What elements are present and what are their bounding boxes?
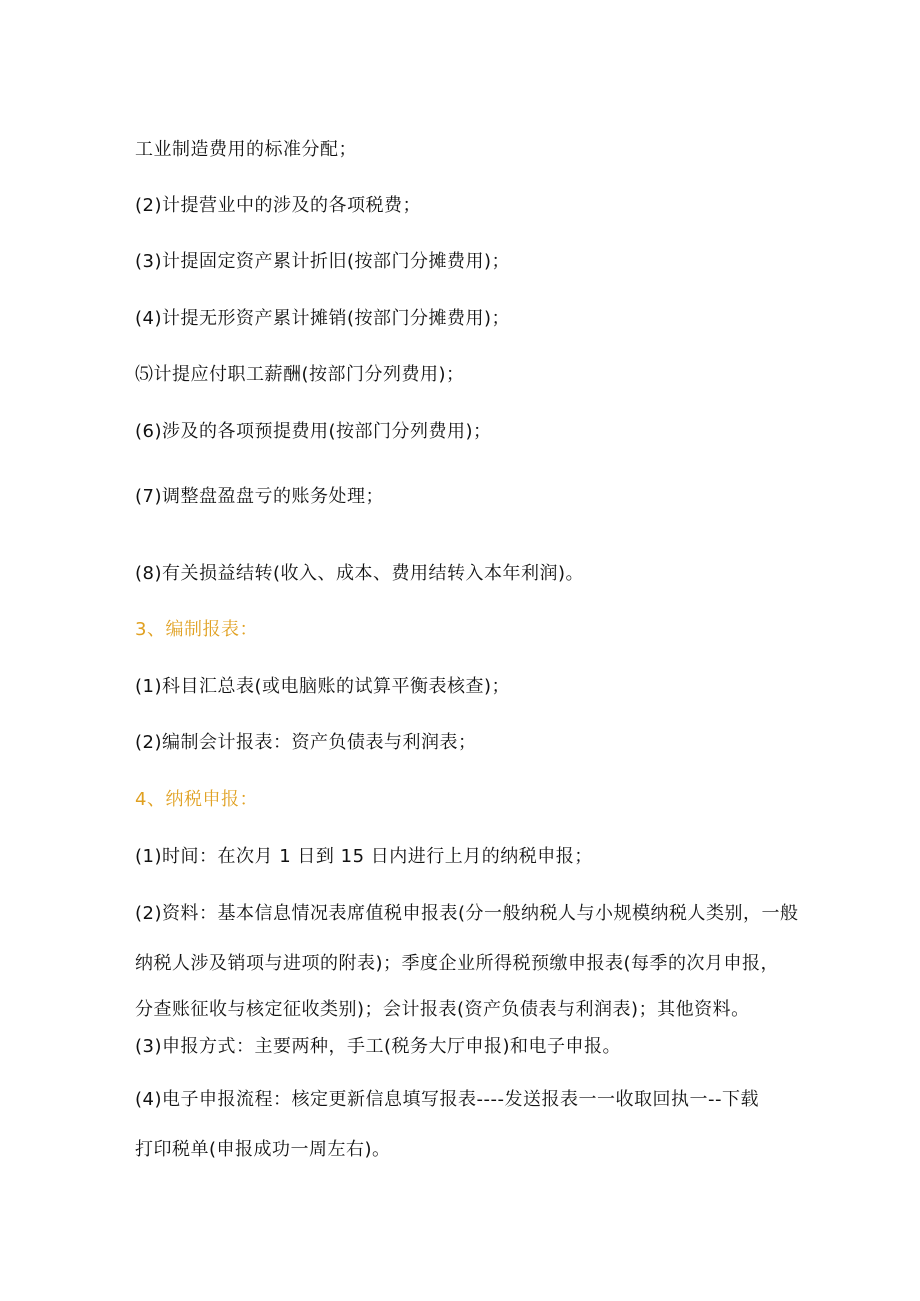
text-line: 分查账征收与核定征收类别)；会计报表(资产负债表与利润表)；其他资料。 xyxy=(135,999,750,1020)
list-item: (2)编制会计报表：资产负债表与利润表； xyxy=(135,732,477,753)
list-item: (7)调整盘盈盘亏的账务处理； xyxy=(135,486,384,507)
section-heading-4: 4、纳税申报： xyxy=(135,789,258,810)
list-item: (1)时间：在次月 1 日到 15 日内进行上月的纳税申报； xyxy=(135,846,593,867)
text-line: 打印税单(申报成功一周左右)。 xyxy=(135,1139,391,1160)
list-item: ⑸计提应付职工薪酬(按部门分列费用)； xyxy=(135,364,465,385)
list-item: (2)计提营业中的涉及的各项税费； xyxy=(135,195,421,216)
list-item: (3)计提固定资产累计折旧(按部门分摊费用)； xyxy=(135,251,511,272)
list-item: (2)资料：基本信息情况表席值税申报表(分一般纳税人与小规模纳税人类别，一般 xyxy=(135,903,799,924)
text-line: 工业制造费用的标准分配； xyxy=(135,139,357,160)
list-item: (4)计提无形资产累计摊销(按部门分摊费用)； xyxy=(135,308,511,329)
section-heading-3: 3、编制报表： xyxy=(135,619,258,640)
list-item: (6)涉及的各项预提费用(按部门分列费用)； xyxy=(135,421,492,442)
list-item: (8)有关损益结转(收入、成本、费用结转入本年利润)。 xyxy=(135,563,585,584)
text-line: 纳税人涉及销项与进项的附表)；季度企业所得税预缴申报表(每季的次月申报， xyxy=(135,953,780,974)
list-item: (4)电子申报流程：核定更新信息填写报表----发送报表一一收取回执一--下载 xyxy=(135,1089,759,1110)
list-item: (3)申报方式：主要两种，手工(税务大厅申报)和电子申报。 xyxy=(135,1036,622,1057)
list-item: (1)科目汇总表(或电脑账的试算平衡表核查)； xyxy=(135,676,511,697)
